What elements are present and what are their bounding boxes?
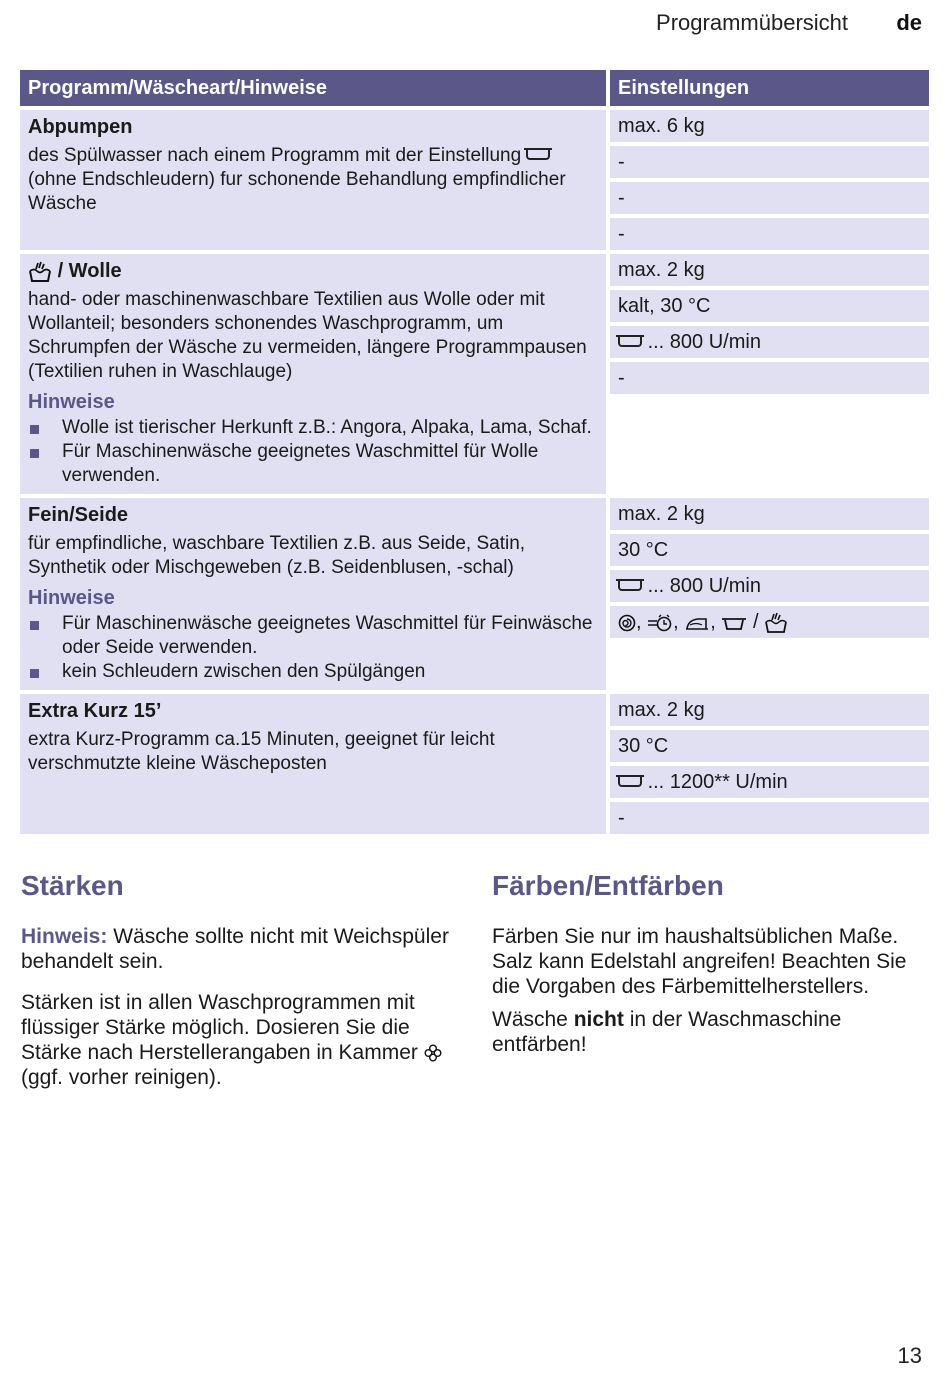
setting-options: -: [610, 798, 929, 834]
list-item: Wolle ist tierischer Herkunft z.B.: Angora, Alpaka, Lama, Schaf.: [28, 416, 598, 440]
faerben-section: [492, 868, 922, 1065]
setting-options: -: [610, 358, 929, 394]
column-header-settings: Einstellungen: [606, 70, 929, 106]
setting-temperature: 30 °C: [610, 530, 929, 566]
program-name: Extra Kurz 15’: [28, 700, 162, 722]
softener-compartment-icon: [424, 1044, 442, 1062]
setting-temperature: -: [610, 142, 929, 178]
table-row: [20, 690, 929, 834]
program-name: Abpumpen: [28, 116, 133, 138]
section-heading: Färben/Entfärben: [492, 870, 724, 901]
setting-load: max. 2 kg: [610, 254, 929, 286]
end-time-icon: [647, 614, 673, 632]
no-spin-icon: [526, 150, 550, 160]
notes-heading: Hinweise: [28, 391, 115, 413]
settings-cell: [606, 250, 929, 494]
note-label: Hinweis:: [21, 925, 108, 948]
staerken-section: [21, 868, 451, 1098]
page-number: 13: [897, 1343, 922, 1368]
hand-wash-icon: [764, 612, 788, 634]
table-header-row: [20, 70, 929, 106]
table-row: [20, 106, 929, 250]
program-name: / Wolle: [28, 258, 598, 284]
note-paragraph: Hinweis: Wäsche sollte nicht mit Weichspüler behandelt sein.: [21, 925, 449, 973]
column-header-program: Programm/Wäscheart/Hinweise: [20, 70, 606, 106]
table-row: [20, 250, 929, 494]
easy-iron-icon: [684, 614, 710, 632]
notes-list: [28, 416, 598, 488]
no-spin-icon: [721, 615, 747, 631]
setting-load: max. 6 kg: [610, 110, 929, 142]
settings-cell: [606, 494, 929, 690]
settings-cell: [606, 106, 929, 250]
settings-cell: [606, 690, 929, 834]
language-tag: de: [896, 10, 922, 35]
setting-temperature: 30 °C: [610, 726, 929, 762]
no-spin-icon: [618, 777, 642, 787]
body-paragraph: Färben Sie nur im haushaltsüblichen Maße. Salz kann Edelstahl angreifen! Beachten Sie die Vorgaben des Färbemittelherstellers.: [492, 925, 907, 998]
body-paragraph: Stärken ist in allen Waschprogrammen mit flüssiger Stärke möglich. Dosieren Sie die Stärke nach Herstellerangaben in Kammer (ggf. vorher reinigen).: [21, 990, 451, 1090]
setting-temperature: kalt, 30 °C: [610, 286, 929, 322]
list-item: Für Maschinenwäsche geeignetes Waschmittel für Feinwäsche oder Seide verwenden.: [28, 612, 598, 660]
setting-spin: ... 800 U/min: [610, 566, 929, 602]
no-spin-icon: [618, 337, 642, 347]
setting-load: max. 2 kg: [610, 694, 929, 726]
program-description: extra Kurz-Programm ca.15 Minuten, geeignet für leicht verschmutzte kleine Wäscheposten: [28, 729, 495, 774]
spin-speed-icon: [618, 614, 636, 632]
notes-heading: Hinweise: [28, 587, 115, 609]
hand-wash-icon: [28, 261, 52, 283]
program-cell: [20, 250, 606, 494]
program-cell: [20, 494, 606, 690]
section-heading: Stärken: [21, 870, 124, 901]
notes-list: [28, 612, 598, 684]
list-item: Für Maschinenwäsche geeignetes Waschmittel für Wolle verwenden.: [28, 440, 598, 488]
body-paragraph: Wäsche nicht in der Waschmaschine entfärben!: [492, 1008, 842, 1056]
setting-spin: ... 1200** U/min: [610, 762, 929, 798]
program-name: Fein/Seide: [28, 504, 129, 526]
setting-load: max. 2 kg: [610, 498, 929, 530]
setting-options: -: [610, 214, 929, 250]
program-table: [20, 70, 929, 834]
program-description: für empfindliche, waschbare Textilien z.B. aus Seide, Satin, Synthetik oder Mischgeweben (z.B. Seidenblusen, -schal): [28, 533, 526, 578]
program-description: hand- oder maschinenwaschbare Textilien aus Wolle oder mit Wollanteil; besonders schonendes Waschprogramm, um Schrumpfen der Wäsche zu vermeiden, längere Programmpausen (Textilien ruhen in Waschlauge): [28, 289, 587, 382]
program-cell: [20, 690, 606, 834]
section-title: Programmübersicht: [656, 10, 848, 35]
setting-options: , , , /: [610, 602, 929, 638]
program-cell: [20, 106, 606, 250]
no-spin-icon: [618, 581, 642, 591]
program-description: des Spülwasser nach einem Programm mit der Einstellung (ohne Endschleudern) fur schonende Behandlung empfindlicher Wäsche: [28, 145, 566, 214]
setting-spin: ... 800 U/min: [610, 322, 929, 358]
list-item: kein Schleudern zwischen den Spülgängen: [28, 660, 598, 684]
setting-spin: -: [610, 178, 929, 214]
table-row: [20, 494, 929, 690]
